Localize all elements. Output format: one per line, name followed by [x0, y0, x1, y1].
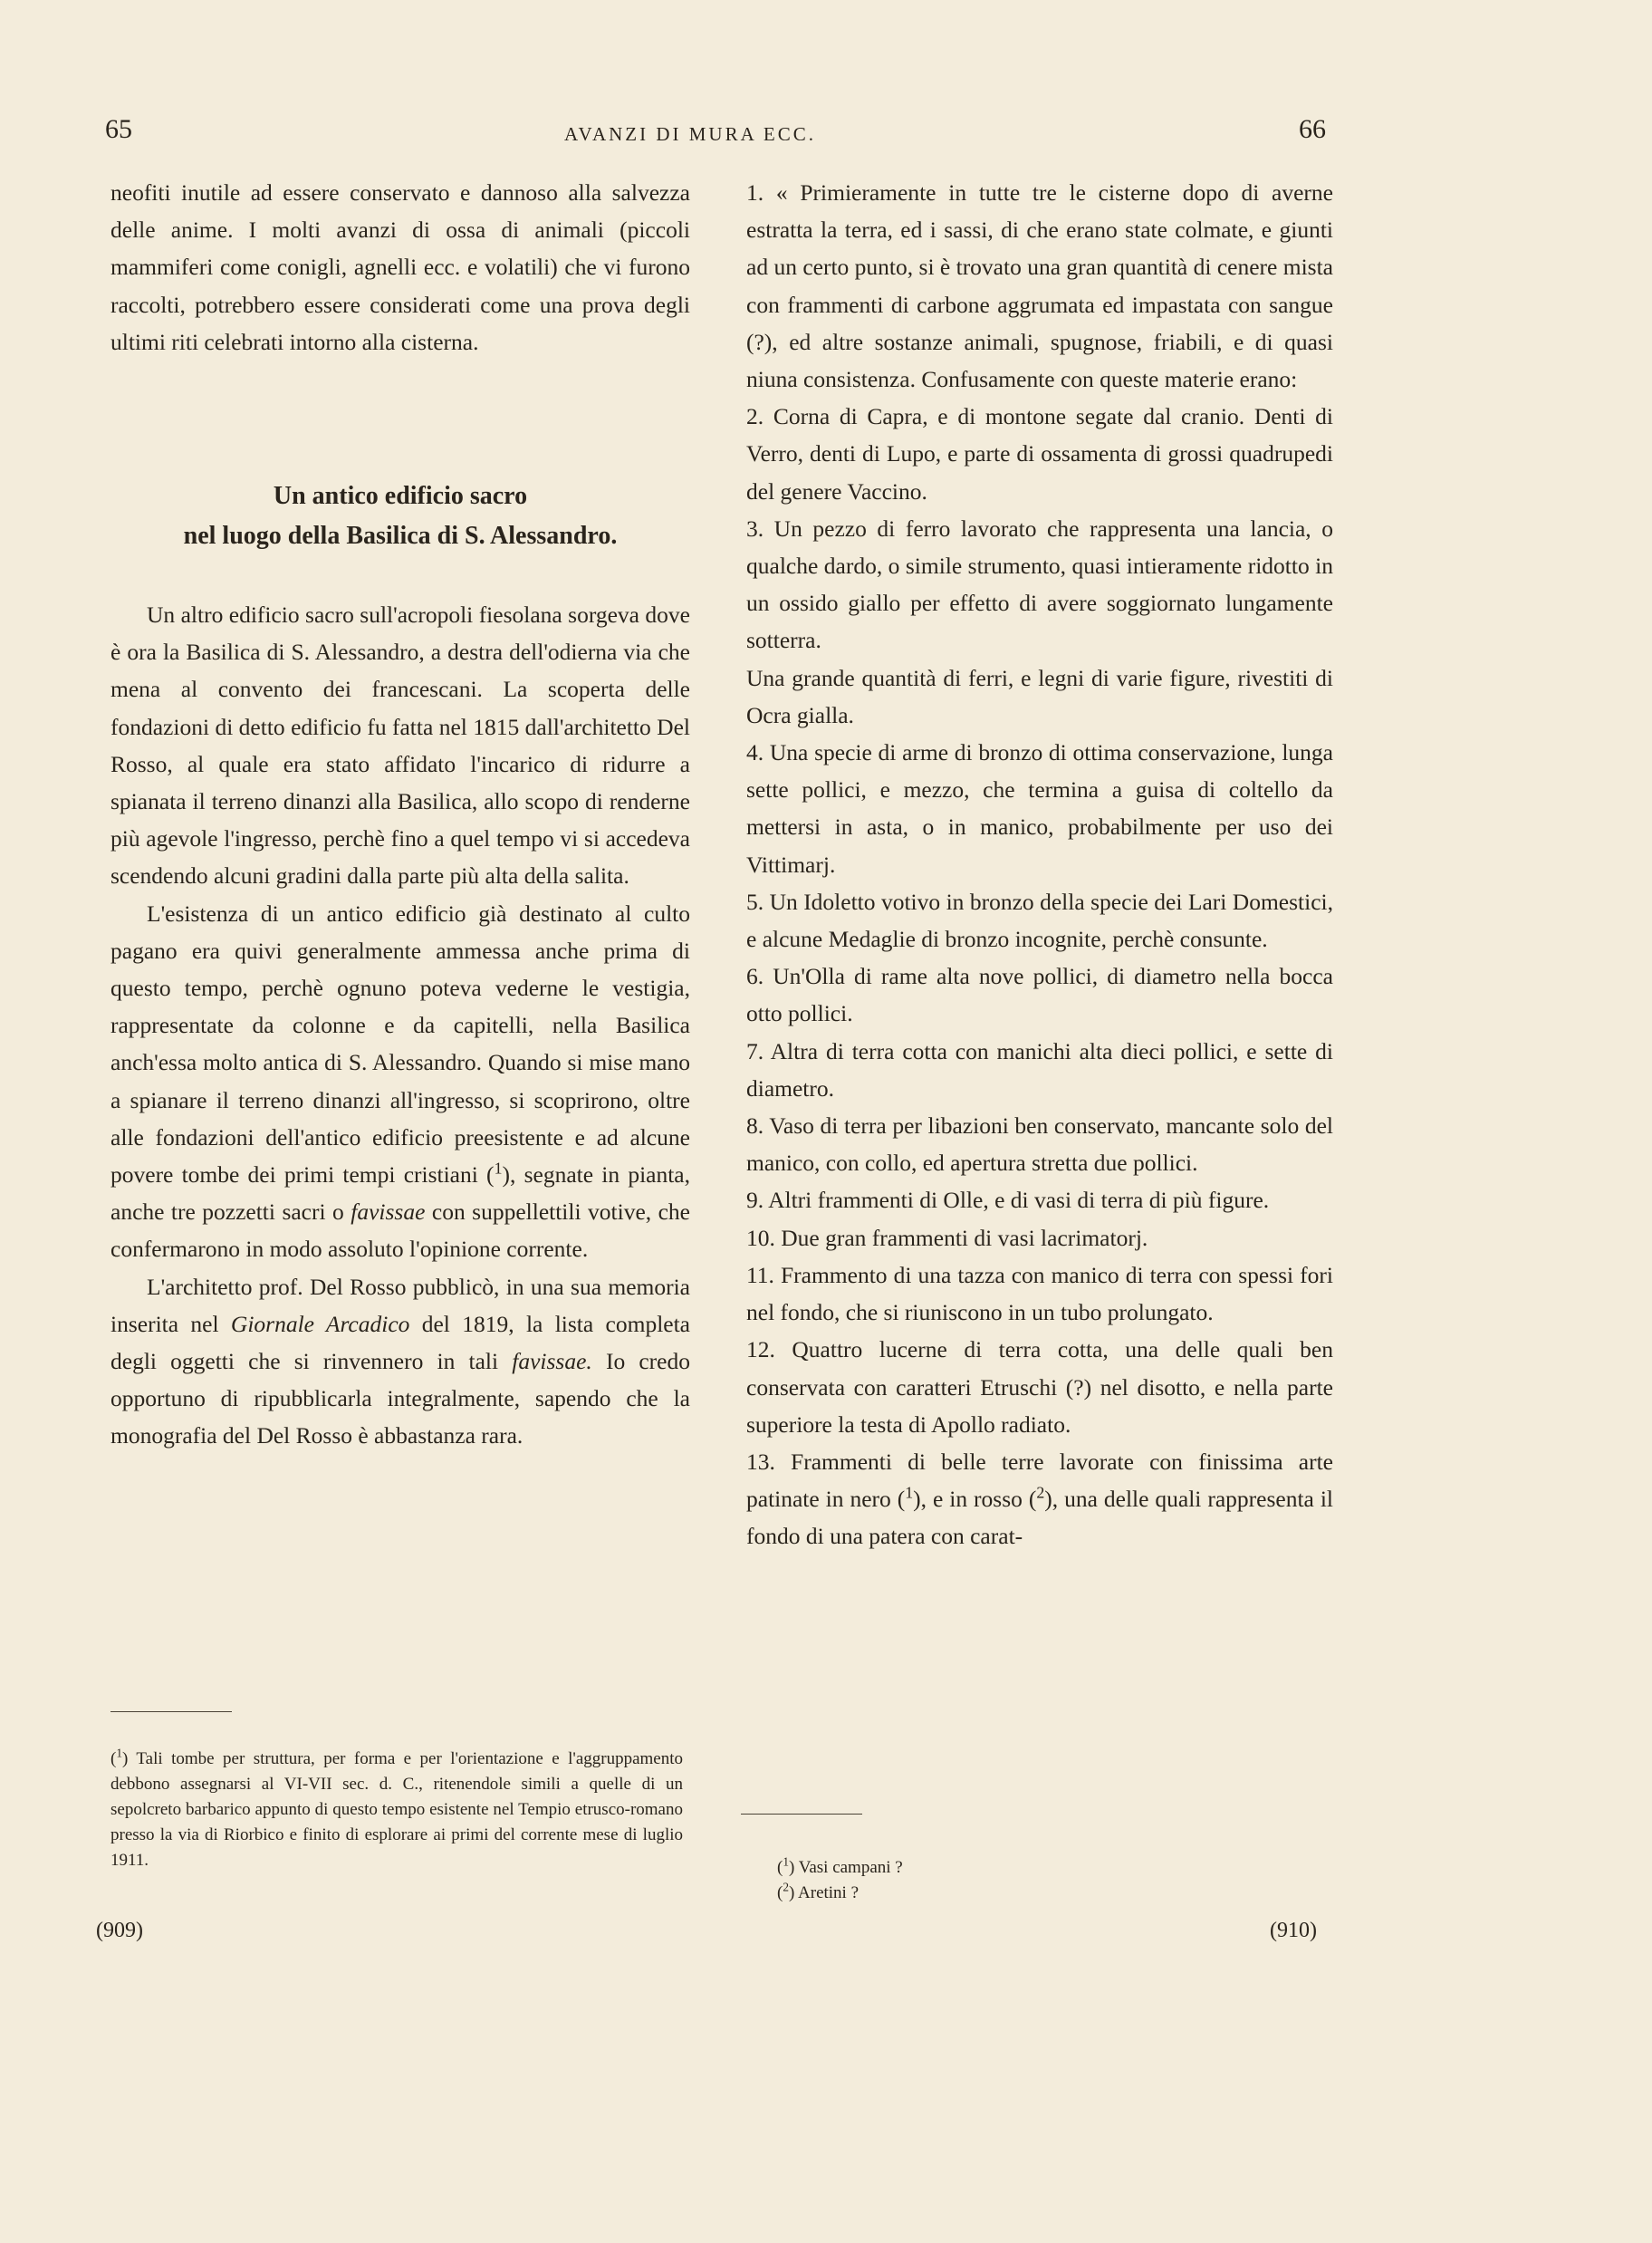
list-item: 10. Due gran frammenti di vasi lacrimatorj. — [746, 1224, 1148, 1251]
left-column — [110, 174, 690, 1455]
right-column — [746, 174, 1333, 1555]
footnote-marker: 2 — [783, 1880, 789, 1894]
list-item — [746, 1443, 1333, 1555]
footnote-marker: 1 — [116, 1746, 122, 1760]
footnotes — [777, 1855, 1049, 1906]
italic-term: favissae. — [512, 1348, 592, 1375]
footnote-ref: 1 — [905, 1483, 914, 1502]
footnote: ($^1$) Tali tombe per struttura, per forma e per l'orientazione e l'aggruppamento debbono assegnarsi al VI-VII sec. d. C., ritenendole simili a quelle di un sepolcreto barbarico appunto di questo tempo esistente nel Tempio etrusco-romano presso la via di Riorbico e finito di esplorare ai primi del corrente mese di luglio 1911. — [110, 1746, 683, 1870]
list-item: Una grande quantità di ferri, e legni di varie figure, rivestiti di Ocra gialla. — [746, 664, 1333, 728]
paragraph: Un altro edificio sacro sull'acropoli fiesolana sorgeva dove è ora la Basilica di S. Alessandro, a destra dell'odierna via che mena al convento dei francescani. La scoperta delle fondazioni di detto edificio fu fatta nel 1815 dall'architetto Del Rosso, al quale era stato affidato l'incarico di ridurre a spianata il terreno dinanzi alla Basilica, allo scopo di renderne più agevole l'ingresso, perchè fino a quel tempo vi si accedeva scendendo alcuni gradini dalla parte più alta della salita. — [110, 602, 690, 890]
text-span: Io credo opportuno di ripubblicarla integralmente, sapendo che la monografia del Del Rosso è abbastanza rara. — [110, 1348, 690, 1449]
list-item: 8. Vaso di terra per libazioni ben conservato, mancante solo del manico, con collo, ed apertura stretta due pollici. — [746, 1112, 1333, 1177]
page-number-right: 66 — [1299, 114, 1326, 144]
text-span: ), segnate in pianta, anche tre pozzetti sacri o — [110, 1161, 690, 1226]
list-item: 6. Un'Olla di rame alta nove pollici, di diametro nella bocca otto pollici. — [746, 963, 1333, 1027]
text-span: ), e in rosso ( — [913, 1486, 1037, 1513]
footnote-text: Vasi campani ? — [794, 1858, 903, 1877]
sheet-number: (910) — [1270, 1919, 1317, 1942]
text-span: 13. Frammenti di belle terre lavorate con finissima arte patinate in nero ( — [746, 1448, 1333, 1513]
section-heading-line: Un antico edificio sacro — [273, 482, 528, 511]
footnote-ref: 2 — [1036, 1483, 1045, 1502]
paragraph — [110, 895, 690, 1268]
sheet-number: (909) — [96, 1919, 143, 1942]
list-item: 12. Quattro lucerne di terra cotta, una delle quali ben conservata con caratteri Etruschi (?) nel disotto, e nella parte superiore la testa di Apollo radiato. — [746, 1336, 1333, 1438]
list-item: 4. Una specie di arme di bronzo di ottima conservazione, lunga sette pollici, e mezzo, che termina a guisa di coltello da mettersi in asta, o in manico, probabilmente per uso dei Vittimarj. — [746, 739, 1333, 878]
italic-term: favissae — [351, 1199, 426, 1226]
footnote-rule — [110, 1711, 232, 1712]
text-span: L'architetto prof. Del Rosso pubblicò, in una sua memoria inserita nel — [110, 1273, 690, 1337]
page-number-left: 65 — [105, 114, 132, 144]
footnote-rule — [741, 1814, 862, 1815]
paragraph: neofiti inutile ad essere conservato e dannoso alla salvezza delle anime. I molti avanzi di ossa di animali (piccoli mammiferi come conigli, agnelli ecc. e volatili) che vi furono raccolti, potrebbero essere considerati come una prova degli ultimi riti celebrati intorno alla cisterna. — [110, 179, 690, 355]
list-item: 11. Frammento di una tazza con manico di terra con spessi fori nel fondo, che si riuniscono in un tubo prolungato. — [746, 1261, 1333, 1326]
text-span: con suppellettili votive, che confermarono in modo assoluto l'opinione corrente. — [110, 1199, 690, 1263]
text-span: ), una delle quali rappresenta il fondo di una patera con carat- — [746, 1486, 1333, 1550]
text-span: L'esistenza di un antico edificio già destinato al culto pagano era quivi generalmente ammessa anche prima di questo tempo, perchè ognuno poteva vederne le vestigia, rappresentate da colonne e da capitelli, nella Basilica anch'essa molto antica di S. Alessandro. Quando si mise mano a spianare il terreno dinanzi all'ingresso, si scoprirono, oltre alle fondazioni dell'antico edificio preesistente e ad alcune povere tombe dei primi tempi cristiani ( — [110, 900, 690, 1189]
list-item: 2. Corna di Capra, e di montone segate dal cranio. Denti di Verro, denti di Lupo, e parte di ossamenta di grossi quadrupedi del genere Vaccino. — [746, 403, 1333, 505]
footnote-ref: 1 — [494, 1159, 503, 1178]
footnote: ($^1$) Vasi campani ? — [777, 1854, 903, 1877]
running-title: AVANZI DI MURA ECC. — [564, 123, 816, 145]
italic-title: Giornale Arcadico — [230, 1310, 410, 1337]
list-item: 5. Un Idoletto votivo in bronzo della specie dei Lari Domestici, e alcune Medaglie di bronzo incognite, perchè consunte. — [746, 888, 1333, 953]
section-heading-line: nel luogo della Basilica di S. Alessandro. — [183, 522, 618, 551]
list-item: 7. Altra di terra cotta con manichi alta dieci pollici, e sette di diametro. — [746, 1037, 1333, 1102]
footnote-text: Tali tombe per struttura, per forma e per l'orientazione e l'aggruppamento debbono assegnarsi al VI-VII sec. d. C., ritenendole simili a quelle di un sepolcreto barbarico appunto di questo tempo esistente nel Tempio etrusco-romano presso la via di Riorbico e finito di esplorare ai primi del corrente mese di luglio 1911. — [110, 1749, 683, 1870]
list-item: 3. Un pezzo di ferro lavorato che rappresenta una lancia, o qualche dardo, o simile strumento, quasi intieramente ridotto in un ossido giallo per effetto di avere soggiornato lungamente sotterra. — [746, 515, 1333, 654]
list-item: 1. « Primieramente in tutte tre le cisterne dopo di averne estratta la terra, ed i sassi, di che erano state colmate, e giunti ad un certo punto, si è trovato una gran quantità di cenere mista con frammenti di carbone aggrumata ed impastata con sangue (?), ed altre sostanze animali, spugnose, friabili, e di quasi niuna consistenza. Confusamente con queste materie erano: — [746, 179, 1333, 393]
text-span: del 1819, la lista completa degli oggetti che si rinvennero in tali — [110, 1310, 690, 1375]
paragraph — [110, 1268, 690, 1455]
footnote: ($^2$) Aretini ? — [777, 1880, 860, 1902]
footnote-marker: 1 — [783, 1854, 789, 1869]
section-heading — [110, 477, 690, 556]
footnote-text: Aretini ? — [794, 1883, 860, 1902]
list-item: 9. Altri frammenti di Olle, e di vasi di terra di più figure. — [746, 1187, 1270, 1214]
